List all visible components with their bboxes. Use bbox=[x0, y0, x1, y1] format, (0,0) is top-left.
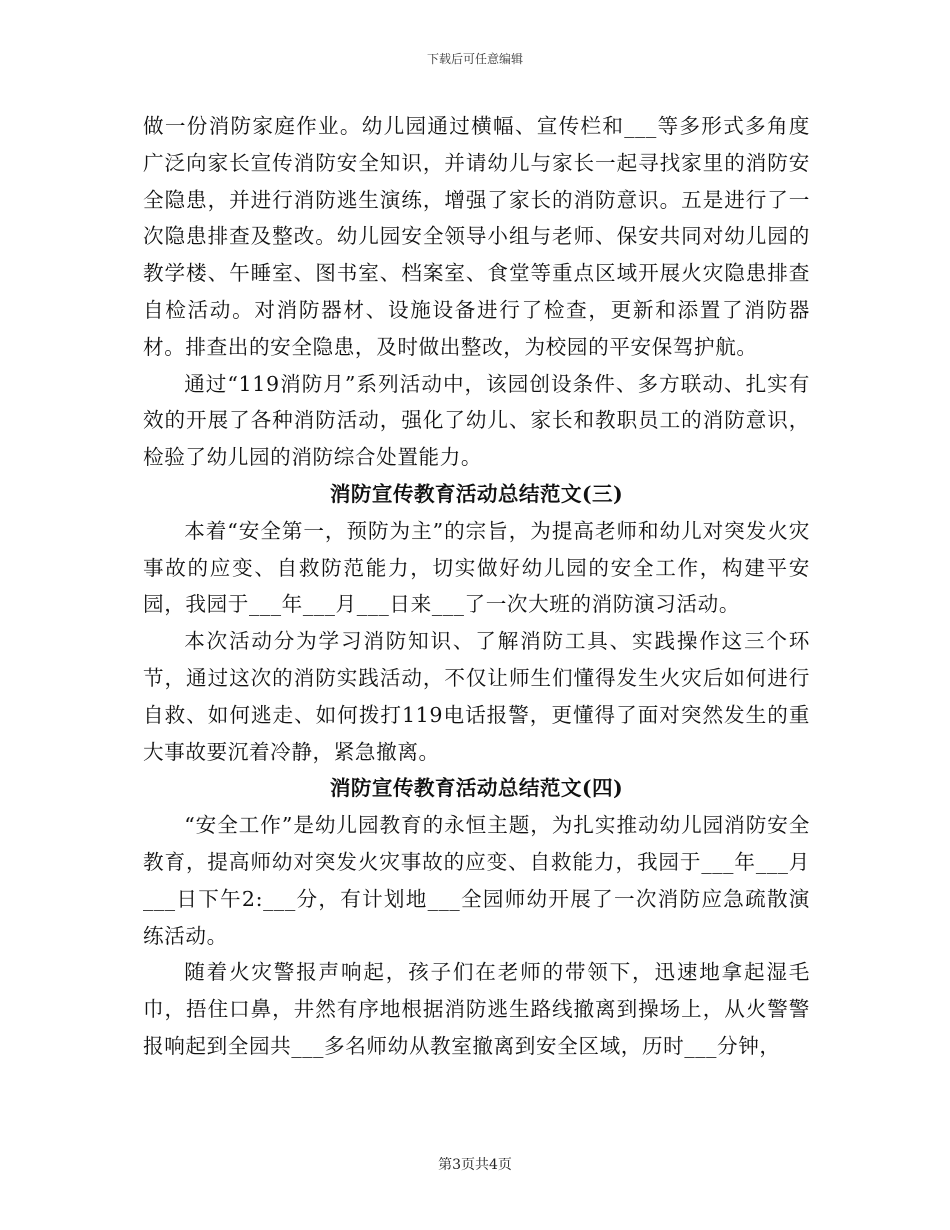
document-body bbox=[143, 108, 810, 1065]
paragraph: 本着“安全第一，预防为主”的宗旨，为提高老师和幼儿对突发火灾事故的应变、自救防范能力，切实做好幼儿园的安全工作，构建平安园，我园于___年___月___日来___了一次大班的消防演习活动。 bbox=[143, 518, 810, 617]
page-header: 下载后可任意编辑 bbox=[426, 52, 523, 66]
section-heading-3: 消防宣传教育活动总结范文(三) bbox=[329, 481, 624, 506]
paragraph: 通过“119消防月”系列活动中，该园创设条件、多方联动、扎实有效的开展了各种消防活动，强化了幼儿、家长和教职员工的消防意识，检验了幼儿园的消防综合处置能力。 bbox=[143, 371, 810, 470]
paragraph: 随着火灾警报声响起，孩子们在老师的带领下，迅速地拿起湿毛巾，捂住口鼻，井然有序地根据消防逃生路线撤离到操场上，从火警警报响起到全园共___多名师幼从教室撤离到安全区域，历时___分钟， bbox=[143, 960, 810, 1058]
paragraph: “安全工作”是幼儿园教育的永恒主题，为扎实推动幼儿园消防安全教育，提高师幼对突发火灾事故的应变、自救能力，我园于___年___月___日下午2:___分，有计划地___全园师幼开展了一次消防应急疏散演练活动。 bbox=[143, 813, 810, 948]
paragraph: 本次活动分为学习消防知识、了解消防工具、实践操作这三个环节，通过这次的消防实践活动，不仅让师生们懂得发生火灾后如何进行自救、如何逃走、如何拨打119电话报警，更懂得了面对突然发生的重大事故要沉着冷静，紧急撤离。 bbox=[143, 629, 810, 764]
section-heading-4: 消防宣传教育活动总结范文(四) bbox=[329, 776, 624, 801]
paragraph: 做一份消防家庭作业。幼儿园通过横幅、宣传栏和___等多形式多角度广泛向家长宣传消防安全知识，并请幼儿与家长一起寻找家里的消防安全隐患，并进行消防逃生演练，增强了家长的消防意识。五是进行了一次隐患排查及整改。幼儿园安全领导小组与老师、保安共同对幼儿园的教学楼、午睡室、图书室、档案室、食堂等重点区域开展火灾隐患排查自检活动。对消防器材、设施设备进行了检查，更新和添置了消防器材。排查出的安全隐患，及时做出整改，为校园的平安保驾护航。 bbox=[143, 114, 810, 359]
page-footer: 第3页共4页 bbox=[438, 1157, 512, 1173]
